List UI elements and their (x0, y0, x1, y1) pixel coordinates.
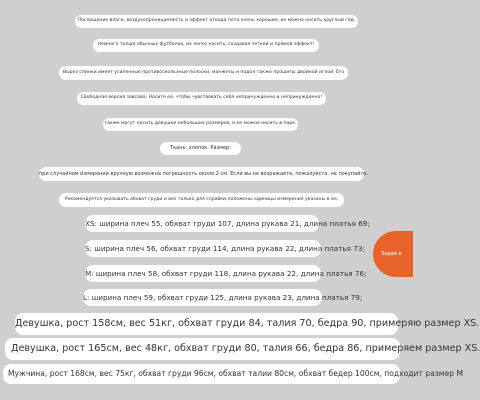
ask-question-label: Задай в (381, 251, 402, 257)
size-row-l: L: ширина плеч 59, обхват груди 125, длина рукава 23, длина платья 79; (83, 289, 322, 306)
description-line-4: Свободная версия завсайа. Носите ее, чтобы чувствовать себя непринужденно и непринужденно! (77, 92, 326, 105)
description-line-5: также могут носить девушки небольших размеров, и ее можно носить в паре. (103, 118, 298, 131)
fitting-example-3: Мужчина, рост 168см, вес 75кг, обхват груди 96см, обхват талии 80см, обхват бедер 100см, подходит размер M (3, 364, 400, 384)
size-row-m: M: ширина плеч 58, обхват груди 118, длина рукава 22, длина платья 76; (85, 265, 321, 282)
size-row-xs: XS: ширина плеч 55, обхват груди 107, длина рукава 21, длина платья 69; (85, 215, 319, 232)
description-line-3: Вырез спинки имеет усиленные противоскользные полоски, манжеты и подол также прошиты двойной иглой. Его (59, 66, 348, 80)
description-line-2: Немного толще обычных футболок, их легко носить, создавая четкий и прямой эффект! (93, 39, 319, 52)
size-row-s: S: ширина плеч 56, обхват груди 114, длина рукава 22, длина платья 73; (85, 240, 321, 257)
ask-question-button[interactable] (373, 231, 413, 277)
reference-note: Рекомендуется указывать обхват груди и вес только для справки,положены единицы измерения указаны в см. (59, 193, 344, 207)
description-line-1: Поглощение влаги, воздухопроницаемость и эффект отвода пота очень хорошие, их можно носить круглый год. (75, 15, 358, 28)
fitting-example-2: Девушка, рост 165см, вес 48кг, обхват груди 80, талия 66, бедра 86, примеряем размер XS. (5, 338, 400, 360)
fitting-example-1: Девушка, рост 158см, вес 51кг, обхват груди 84, талия 70, бедра 90, примеряю размер XS. (15, 313, 398, 335)
fabric-size-heading: Ткань: хлопок. Размер: (160, 142, 241, 155)
measurement-note: при случайном измерении вручную возможна погрешность около 2 см. Если вы не возражаете, пожалуйста, не покупайте. (39, 167, 364, 181)
